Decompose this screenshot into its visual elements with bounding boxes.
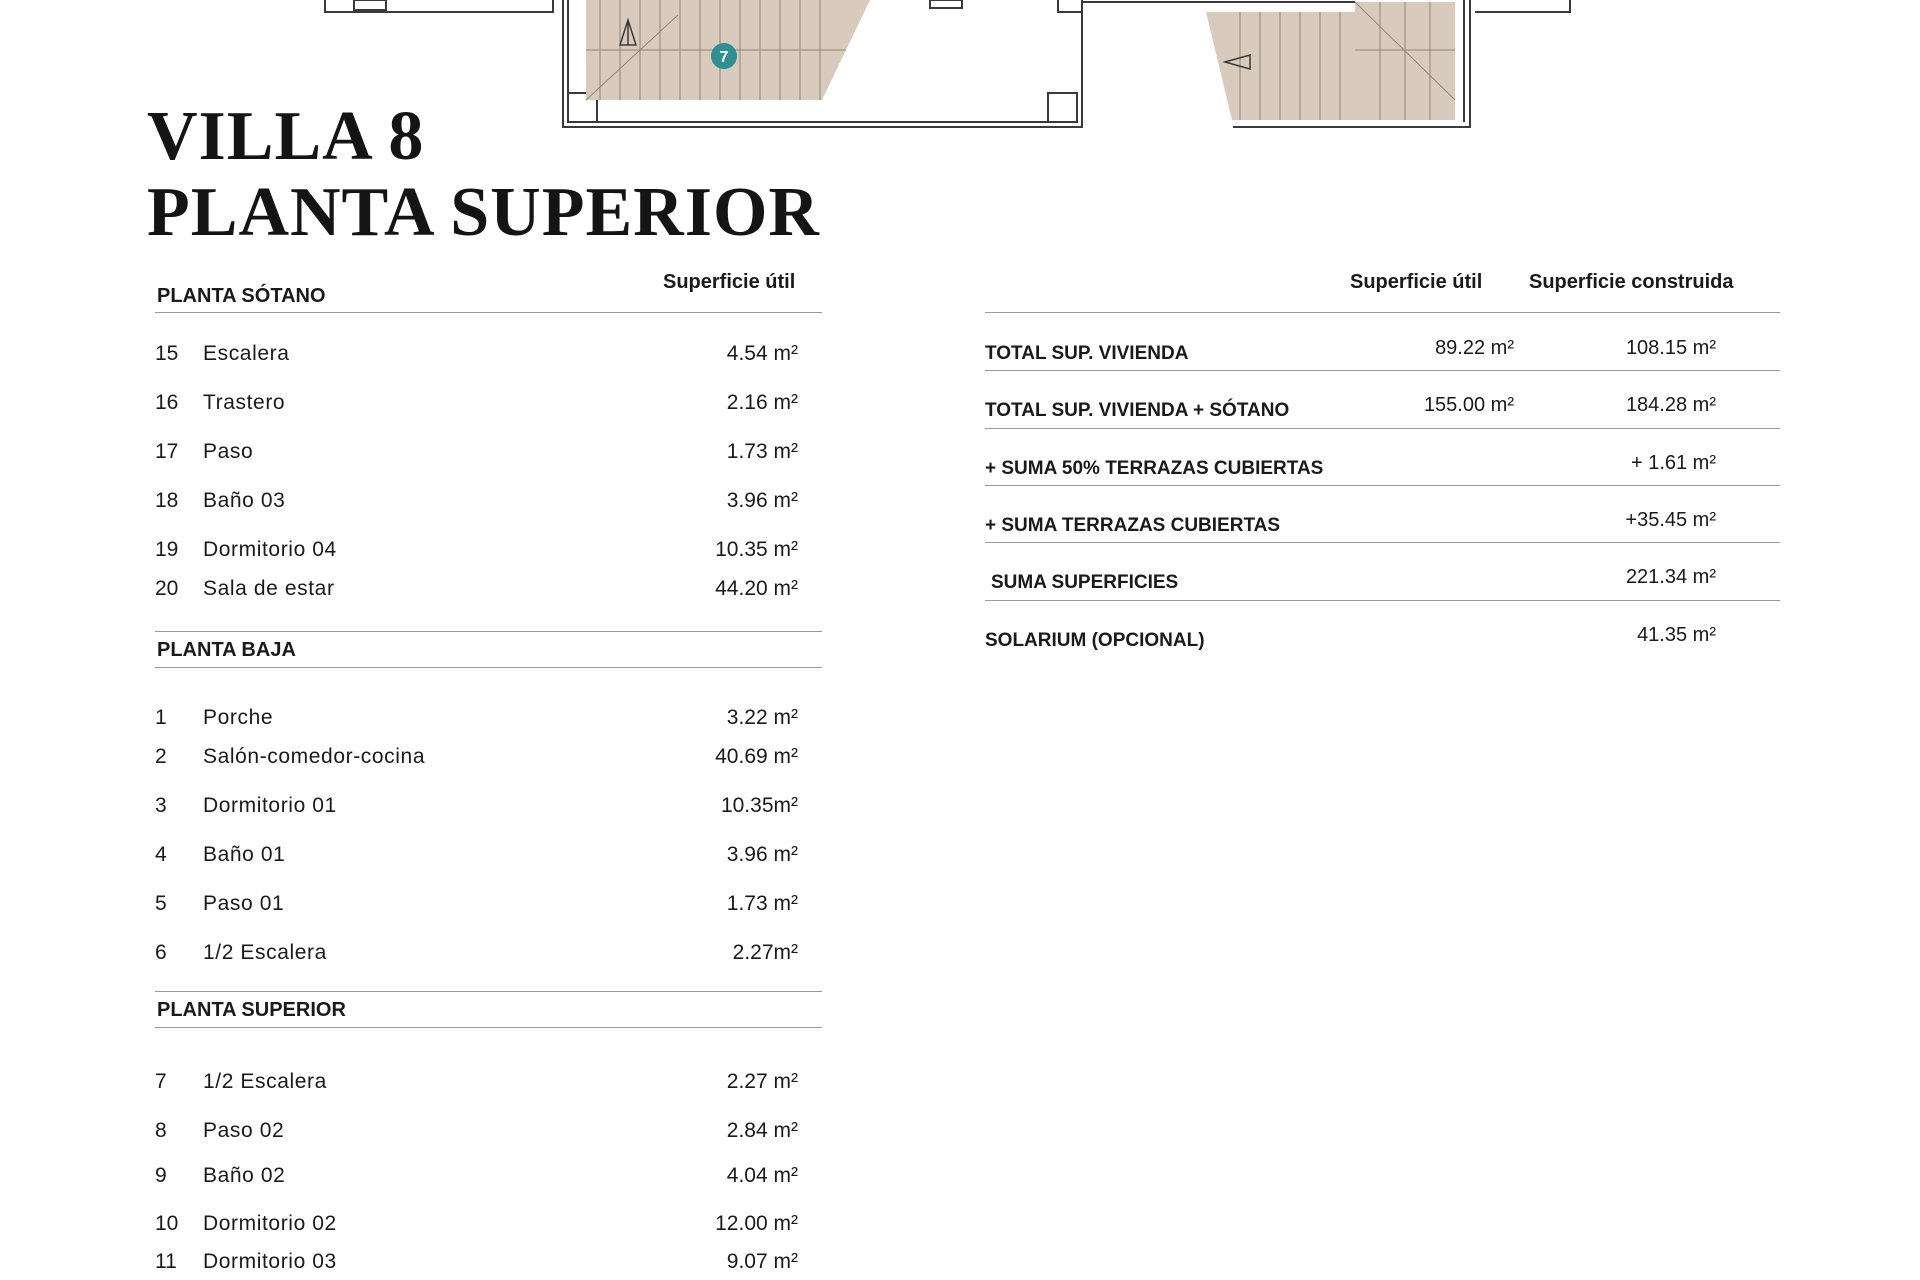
room-name: Salón-comedor-cocina — [203, 745, 426, 768]
room-name: Dormitorio 03 — [203, 1250, 337, 1273]
room-area: 2.27 m² — [726, 1070, 798, 1093]
totals-util-value: 89.22 m² — [1435, 337, 1514, 359]
row-number: 20 — [155, 577, 179, 600]
totals-label: TOTAL SUP. VIVIENDA + SÓTANO — [985, 400, 1290, 421]
row-number: 7 — [155, 1070, 167, 1093]
room-name: Dormitorio 01 — [203, 794, 337, 817]
table-row — [155, 843, 798, 869]
room-name: Baño 03 — [203, 489, 286, 512]
row-number: 2 — [155, 745, 167, 768]
room-area: 1.73 m² — [726, 892, 798, 915]
row-number: 6 — [155, 941, 167, 964]
table-row — [155, 538, 798, 564]
table-row — [155, 489, 798, 515]
section-title-superior: PLANTA SUPERIOR — [157, 999, 346, 1021]
plan-marker-label: 7 — [719, 49, 729, 66]
totals-divider — [985, 312, 1780, 313]
table-row — [155, 1250, 798, 1276]
totals-divider — [985, 428, 1780, 429]
row-number: 5 — [155, 892, 167, 915]
page-title-line2: PLANTA SUPERIOR — [147, 174, 820, 251]
section-title-baja: PLANTA BAJA — [157, 639, 296, 661]
room-name: 1/2 Escalera — [203, 941, 327, 964]
room-area: 1.73 m² — [726, 440, 798, 463]
room-name: Sala de estar — [203, 577, 335, 600]
room-area: 4.54 m² — [726, 342, 798, 365]
section-divider — [155, 667, 822, 668]
table-row — [155, 706, 798, 732]
section-divider — [155, 991, 822, 992]
room-name: Escalera — [203, 342, 290, 365]
totals-label: SUMA SUPERFICIES — [991, 572, 1179, 593]
row-number: 4 — [155, 843, 167, 866]
row-number: 11 — [155, 1250, 177, 1273]
row-number: 15 — [155, 342, 179, 365]
room-area: 44.20 m² — [715, 577, 798, 600]
room-name: 1/2 Escalera — [203, 1070, 327, 1093]
totals-label: SOLARIUM (OPCIONAL) — [985, 630, 1205, 651]
room-area: 40.69 m² — [715, 745, 798, 768]
room-name: Porche — [203, 706, 274, 729]
totals-construida-value: 184.28 m² — [1625, 394, 1716, 416]
row-number: 1 — [155, 706, 167, 729]
room-area: 2.16 m² — [726, 391, 798, 414]
stair-left — [586, 0, 870, 100]
table-row — [155, 1212, 798, 1238]
room-name: Baño 02 — [203, 1164, 286, 1187]
row-number: 17 — [155, 440, 179, 463]
table-row — [155, 794, 798, 820]
room-area: 2.84 m² — [726, 1119, 798, 1142]
table-row — [155, 391, 798, 417]
room-area: 3.96 m² — [726, 489, 798, 512]
totals-construida-value: 221.34 m² — [1625, 566, 1716, 588]
totals-construida-value: 41.35 m² — [1637, 624, 1716, 646]
right-header-superficie-construida: Superficie construida — [1529, 271, 1734, 293]
row-number: 8 — [155, 1119, 167, 1142]
room-area: 9.07 m² — [726, 1250, 798, 1273]
table-row — [155, 892, 798, 918]
section-title-sotano: PLANTA SÓTANO — [157, 285, 326, 307]
table-row — [155, 342, 798, 368]
table-row — [155, 577, 798, 603]
right-header-superficie-util: Superficie útil — [1350, 271, 1483, 293]
room-name: Paso 01 — [203, 892, 285, 915]
totals-construida-value: 108.15 m² — [1625, 337, 1716, 359]
table-row — [155, 1164, 798, 1190]
room-name: Dormitorio 02 — [203, 1212, 337, 1235]
plan-marker — [711, 43, 737, 69]
room-area: 2.27m² — [732, 941, 798, 964]
table-row — [155, 1070, 798, 1096]
section-divider — [155, 1027, 822, 1028]
row-number: 16 — [155, 391, 179, 414]
room-area: 12.00 m² — [715, 1212, 798, 1235]
room-area: 10.35m² — [720, 794, 798, 817]
totals-divider — [985, 370, 1780, 371]
room-name: Trastero — [203, 391, 286, 414]
room-name: Paso — [203, 440, 254, 463]
totals-label: + SUMA 50% TERRAZAS CUBIERTAS — [985, 458, 1324, 479]
table-row — [155, 745, 798, 771]
left-header-superficie-util: Superficie útil — [663, 271, 796, 293]
room-area: 4.04 m² — [726, 1164, 798, 1187]
room-name: Baño 01 — [203, 843, 286, 866]
totals-construida-value: + 1.61 m² — [1630, 452, 1716, 474]
totals-divider — [985, 542, 1780, 543]
table-row — [155, 440, 798, 466]
totals-label: TOTAL SUP. VIVIENDA — [985, 343, 1189, 364]
row-number: 9 — [155, 1164, 167, 1187]
table-row — [155, 941, 798, 967]
row-number: 19 — [155, 538, 179, 561]
room-area: 3.96 m² — [726, 843, 798, 866]
totals-construida-value: +35.45 m² — [1625, 509, 1716, 531]
totals-divider — [985, 600, 1780, 601]
room-name: Paso 02 — [203, 1119, 285, 1142]
section-divider — [155, 631, 822, 632]
row-number: 10 — [155, 1212, 179, 1235]
room-name: Dormitorio 04 — [203, 538, 337, 561]
totals-util-value: 155.00 m² — [1423, 394, 1514, 416]
room-area: 10.35 m² — [715, 538, 798, 561]
row-number: 3 — [155, 794, 167, 817]
section-divider — [155, 312, 822, 313]
totals-label: + SUMA TERRAZAS CUBIERTAS — [985, 515, 1281, 536]
stair-right — [1206, 2, 1455, 120]
room-area: 3.22 m² — [726, 706, 798, 729]
totals-divider — [985, 485, 1780, 486]
page-title-line1: VILLA 8 — [147, 98, 425, 175]
row-number: 18 — [155, 489, 179, 512]
table-row — [155, 1119, 798, 1145]
